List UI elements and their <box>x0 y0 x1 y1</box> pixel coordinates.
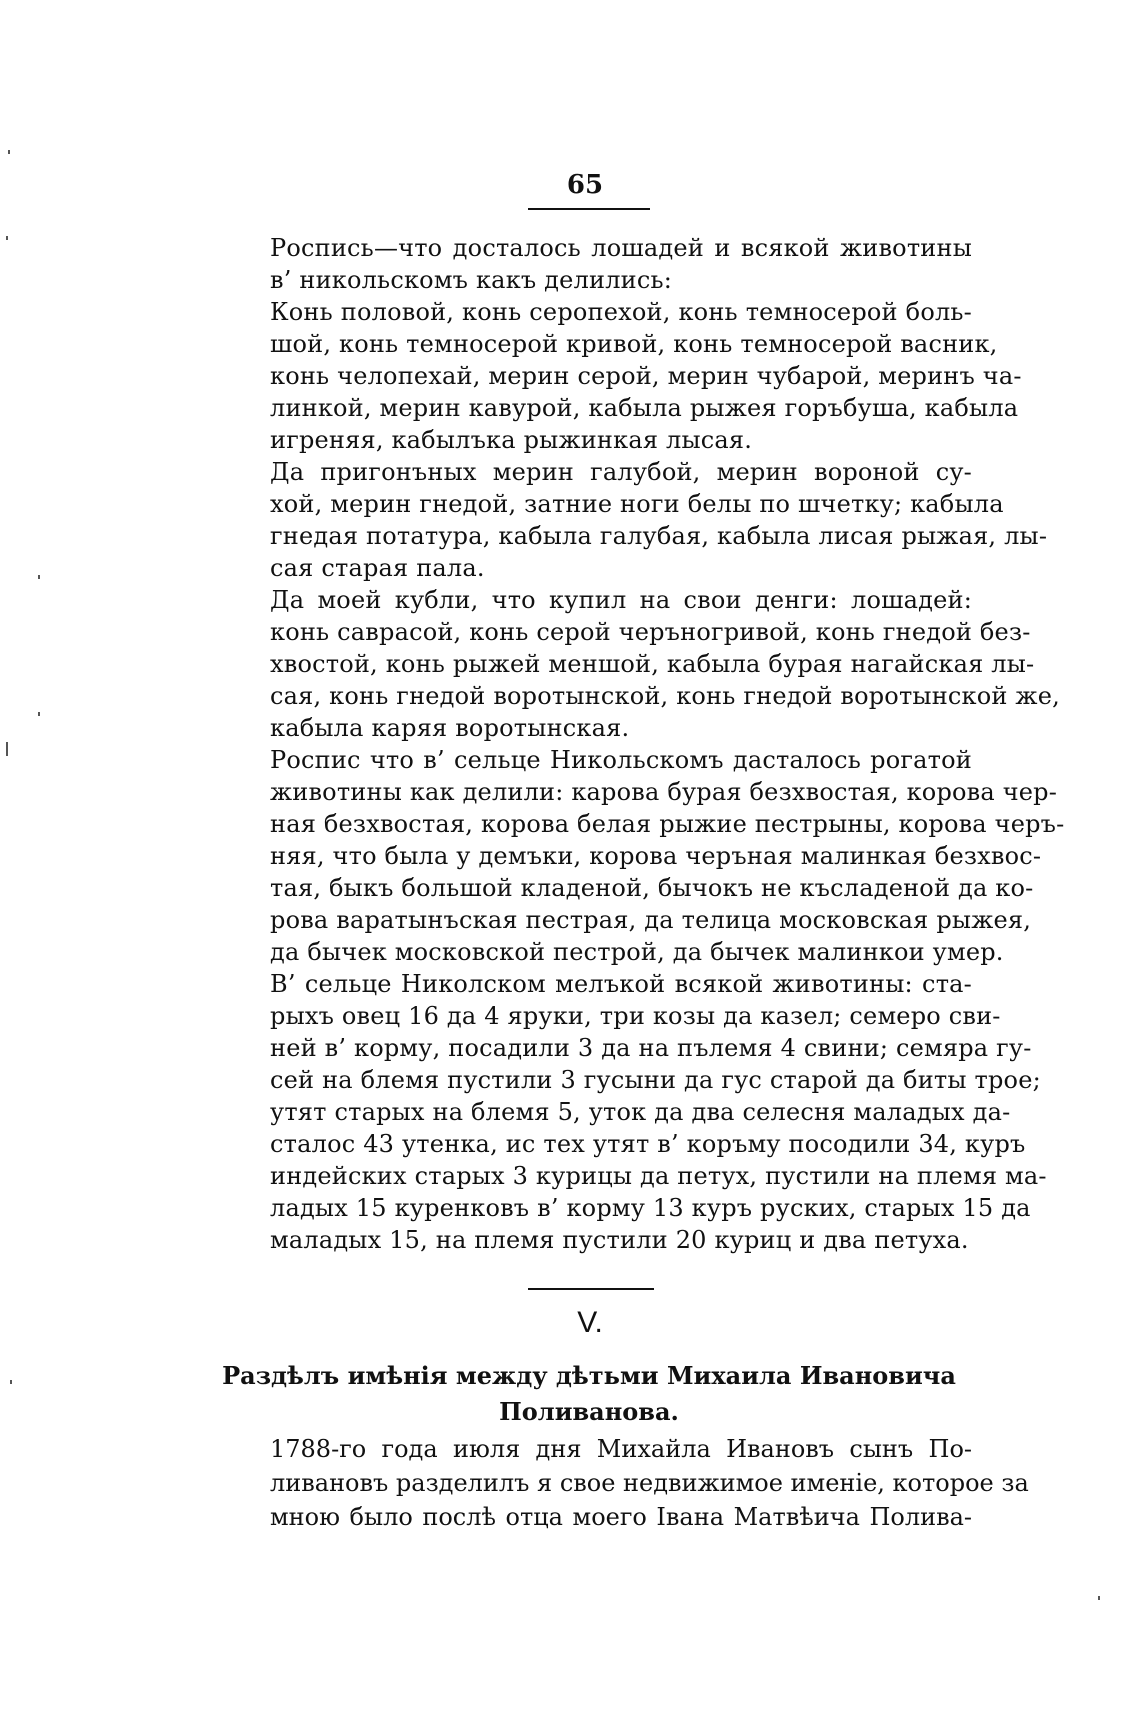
paragraph <box>206 744 1065 968</box>
text-line: сей на блемя пустили 3 гусыни да гус старой да биты трое; <box>270 1066 1041 1094</box>
paragraph <box>206 584 1060 744</box>
paragraph <box>206 456 1048 584</box>
text-line: сая старая пала. <box>270 554 485 582</box>
section-numeral: V. <box>577 1306 603 1339</box>
text-line: рова варатынъская пестрая, да телица московская рыжея, <box>270 906 1032 934</box>
section-divider <box>528 1288 654 1290</box>
text-line: ней в’ корму, посадили 3 да на пълемя 4 свини; семяра гу- <box>270 1034 1032 1062</box>
paragraph <box>206 232 972 296</box>
scan-speck <box>10 1380 12 1384</box>
paragraph <box>206 968 1047 1256</box>
text-line: конь челопехай, мерин серой, мерин чубарой, меринъ ча- <box>270 362 1022 390</box>
text-line: линкой, мерин кавурой, кабыла рыжея горъбуша, кабыла <box>270 394 1019 422</box>
text-line: ливановъ разделилъ я свое недвижимое именіе, которое за <box>270 1469 1029 1497</box>
text-line: ладых 15 куренковъ в’ корму 13 куръ руских, старых 15 да <box>270 1194 1031 1222</box>
text-line: хой, мерин гнедой, затние ноги белы по шчетку; кабыла <box>270 490 1004 518</box>
text-line: тая, быкъ большой кладеной, бычокъ не късладеной да ко- <box>270 874 1034 902</box>
scan-speck <box>6 236 8 240</box>
text-line: сая, конь гнедой воротынской, конь гнедой воротынской же, <box>270 682 1060 710</box>
section-heading <box>206 1358 972 1430</box>
text-line: Роспис что в’ сельце Никольскомъ дасталось рогатой <box>270 746 972 774</box>
text-line: Да моей кубли, что купил на свои денги: лошадей: <box>270 586 972 614</box>
paragraph <box>206 296 1022 456</box>
text-line: хвостой, конь рыжей меншой, кабыла бурая нагайская лы- <box>270 650 1035 678</box>
text-line: няя, что была у демъки, корова черъная малинкая безхвос- <box>270 842 1042 870</box>
section-two-text <box>206 1432 1029 1534</box>
text-line: сталос 43 утенка, ис тех утят в’ коръму посодили 34, куръ <box>270 1130 1026 1158</box>
page-number: 65 <box>566 170 604 200</box>
text-line: кабыла каряя воротынская. <box>270 714 630 742</box>
text-line: Да пригонъных мерин галубой, мерин вороной су- <box>270 458 972 486</box>
scan-speck <box>1098 1596 1100 1600</box>
text-line: да бычек московской пестрой, да бычек малинкои умер. <box>270 938 1004 966</box>
scan-speck <box>6 742 8 756</box>
text-line: в’ никольскомъ какъ делились: <box>270 266 673 294</box>
scan-speck <box>8 150 10 154</box>
scan-speck <box>38 575 40 579</box>
text-line: мною было послѣ отца моего Івана Матвѣича Полива- <box>270 1503 972 1531</box>
text-line: Конь половой, конь серопехой, конь темносерой боль- <box>270 298 972 326</box>
text-line: животины как делили: карова бурая безхвостая, корова чер- <box>270 778 1058 806</box>
text-line: маладых 15, на племя пустили 20 куриц и два петуха. <box>270 1226 969 1254</box>
text-line: ная безхвостая, корова белая рыжие пестрыны, корова черъ- <box>270 810 1065 838</box>
paragraph <box>206 1432 1029 1534</box>
page-number-rule <box>528 208 650 210</box>
text-line: Роспись—что досталось лошадей и всякой животины <box>270 234 972 262</box>
text-line: игреняя, кабылъка рыжинкая лысая. <box>270 426 753 454</box>
heading-line: Поливанова. <box>499 1397 679 1426</box>
text-line: 1788-го года июля дня Михайла Ивановъ сынъ По- <box>270 1435 972 1463</box>
text-line: шой, конь темносерой кривой, конь темносерой васник, <box>270 330 998 358</box>
text-line: конь саврасой, конь серой черъногривой, конь гнедой без- <box>270 618 1031 646</box>
text-line: гнедая потатура, кабыла галубая, кабыла лисая рыжая, лы- <box>270 522 1048 550</box>
text-line: утят старых на блемя 5, уток да два селесня маладых да- <box>270 1098 1011 1126</box>
text-line: рыхъ овец 16 да 4 яруки, три козы да казел; семеро сви- <box>270 1002 1001 1030</box>
heading-line: Раздѣлъ имѣнія между дѣтьми Михаила Ивановича <box>222 1361 956 1390</box>
section-one-text <box>206 232 1065 1256</box>
text-line: индейских старых 3 курицы да петух, пустили на племя ма- <box>270 1162 1047 1190</box>
scan-speck <box>38 712 40 716</box>
text-line: В’ сельце Николском мелъкой всякой животины: ста- <box>270 970 972 998</box>
